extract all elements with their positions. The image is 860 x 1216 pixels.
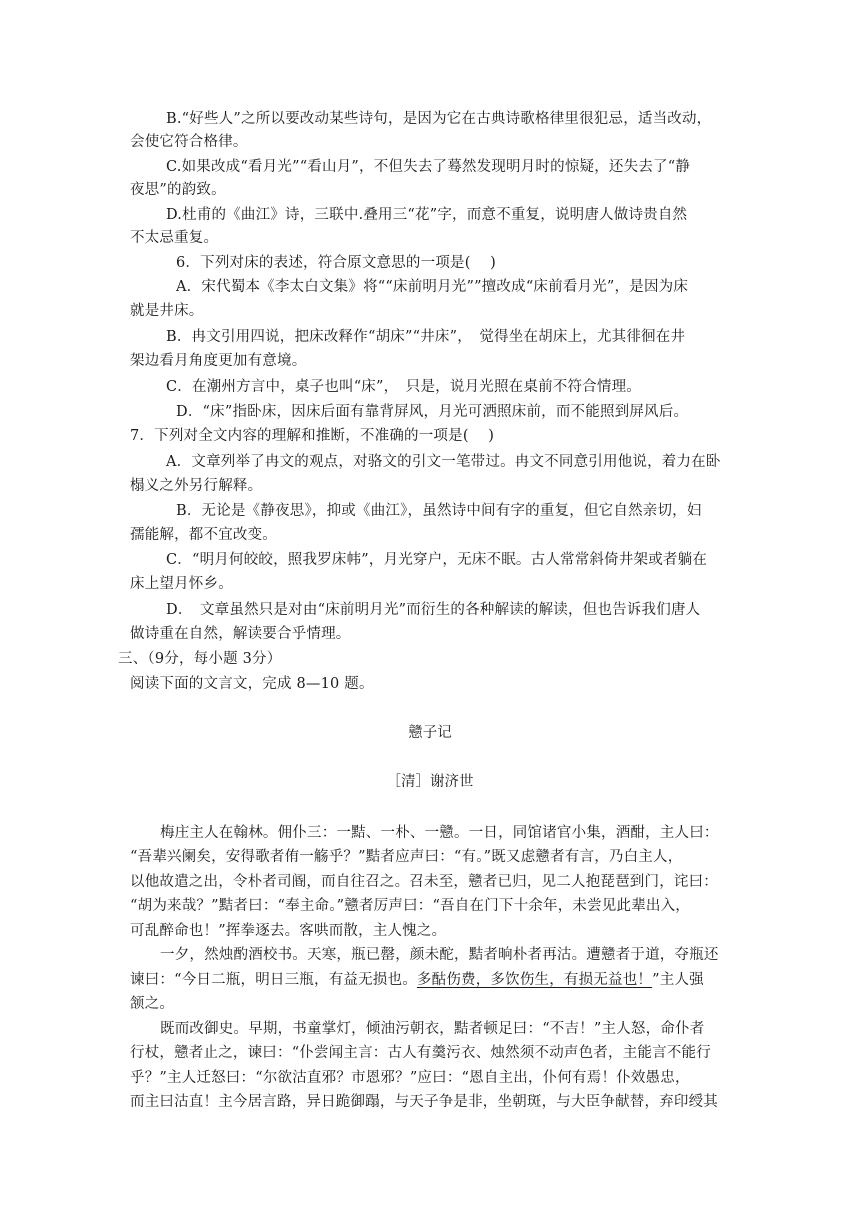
q6-option-d: D．“床”指卧床，因床后面有靠背屏风，月光可洒照床前，而不能照到屏风后。: [176, 404, 689, 420]
passage-p1-line2: “吾辈兴阑矣，安得歌者侑一觞乎？”黠者应声曰：“有。”既又虑戆者有言，乃白主人，: [130, 849, 683, 865]
passage-p3-line4: 而主曰沽直！主今居言路，异日跪御蹋，与天子争是非，坐朝斑，与大臣争献替，弃印绶其: [130, 1094, 718, 1110]
q6-option-b-line1: B．冉文引用四说，把床改释作“胡床”“井床”， 觉得坐在胡床上，尤其徘徊在井: [166, 329, 686, 345]
q7-option-c-line1: C．“明月何皎皎，照我罗床帏”，月光穿户，无床不眠。古人常常斜倚井架或者躺在: [166, 552, 708, 568]
section-heading: 三、（9分，每小题 3分）: [118, 651, 282, 667]
q7-option-d-line2: 做诗重在自然，解读要合乎情理。: [130, 626, 351, 642]
passage-p3-line3: 乎？”主人迁怒曰：“尔欲沽直邪？市恩邪？”应曰：“恩自主出，仆何有焉！仆效愚忠，: [130, 1070, 690, 1086]
passage-p2-line2: [130, 969, 704, 991]
q7-option-b-line1: B．无论是《静夜思》，抑或《曲江》，虽然诗中间有字的重复，但它自然亲切，妇: [176, 503, 702, 519]
q7-option-c-line2: 床上望月怀乡。: [130, 576, 233, 592]
passage-p3-line1: 既而改御史。早期，书童掌灯，倾油污朝衣，黠者顿足曰：“不吉！”主人怒，命仆者: [160, 1021, 705, 1037]
q6-option-b-line2: 架边看月角度更加有意境。: [130, 353, 307, 369]
q7-option-a-line1: A．文章列举了冉文的观点，对骆文的引文一笔带过。冉文不同意引用他说，着力在卧: [166, 454, 721, 470]
passage-title: 戆子记: [408, 725, 452, 741]
q5-option-b-line2: 会使它符合格律。: [130, 134, 248, 150]
passage-p2-text-c: ”主人强: [652, 972, 704, 988]
passage-p2-text-a: 谏曰：“今日二瓶，明日三瓶，有益无损也。: [130, 972, 417, 988]
q5-option-d-line1: D.杜甫的《曲江》诗，三联中.叠用三“花”字，而意不重复，说明唐人做诗贵自然: [166, 207, 688, 223]
passage-p1-line3: 以他故遣之出，令朴者司阍，而自往召之。召未至，戆者已归，见二人抱琵琶到门，诧曰：: [130, 874, 718, 890]
q6-option-a-line1: A．宋代蜀本《李太白文集》将““床前明月光””擅改成“床前看月光”，是因为床: [176, 279, 689, 295]
passage-p1-line1: 梅庄主人在翰林。佣仆三：一黠、一朴、一戆。一日，同馆诸官小集，酒酣，主人曰：: [160, 825, 719, 841]
q7-stem: 7．下列对全文内容的理解和推断，不准确的一项是( ): [130, 428, 495, 444]
passage-p2-line1: 一夕，然烛酌酒校书。天寒，瓶已罄，颜未酡，黠者晌朴者再沽。遭戆者于道，夺瓶还: [160, 947, 719, 963]
q5-option-b-line1: B.“好些人”之所以要改动某些诗句，是因为它在古典诗歌格律里很犯忌，适当改动，: [166, 111, 712, 127]
passage-p1-line5: 可乱醉命也！”挥拳逐去。客哄而散，主人愧之。: [130, 923, 447, 939]
passage-p2-line3: 颔之。: [130, 996, 175, 1012]
passage-p1-line4: “胡为来哉？”黠者曰：“奉主命。”戆者厉声曰：“吾自在门下十余年，未尝见此辈出入，: [130, 898, 691, 914]
q5-option-c-line2: 夜思”的韵致。: [130, 182, 226, 198]
q5-option-d-line2: 不太忌重复。: [130, 230, 219, 246]
q7-option-a-line2: 榻义之外另行解释。: [130, 478, 263, 494]
underlined-sentence: 多酤伤费，多饮伤生，有损无益也！: [416, 972, 653, 988]
q7-option-d-line1: D． 文章虽然只是对由“床前明月光”而衍生的各种解读的解读，但也告诉我们唐人: [166, 602, 701, 618]
q6-stem: 6．下列对床的表述，符合原文意思的一项是( ): [176, 255, 496, 271]
q6-option-a-line2: 就是井床。: [130, 303, 204, 319]
passage-p3-line2: 行杖，戆者止之，谏曰：“仆尝闻主言：古人有羹污衣、烛然须不动声色者，主能言不能行: [130, 1045, 711, 1061]
q6-option-c: C．在潮州方言中，桌子也叫“床”， 只是，说月光照在桌前不符合情理。: [166, 379, 641, 395]
section-instruction: 阅读下面的文言文，完成 8—10 题。: [130, 676, 374, 692]
passage-author: ［清］谢济世: [386, 774, 474, 790]
q7-option-b-line2: 孺能解，都不宜改变。: [130, 527, 277, 543]
q5-option-c-line1: C.如果改成“看月光”“看山月”，不但失去了蓦然发现明月时的惊疑，还失去了“静: [166, 159, 691, 175]
